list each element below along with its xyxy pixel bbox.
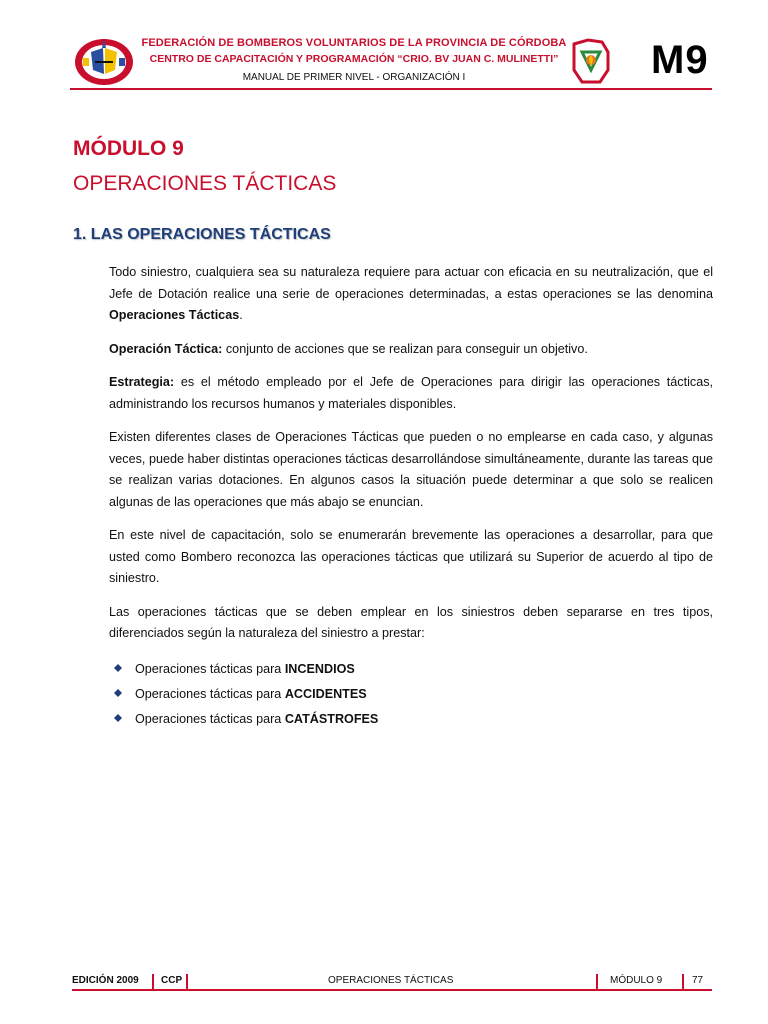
footer-separator bbox=[152, 974, 154, 989]
training-center-name: CENTRO DE CAPACITACIÓN Y PROGRAMACIÓN “CRIO. BV JUAN C. MULINETTI” bbox=[149, 53, 559, 65]
operation-types-list bbox=[109, 657, 713, 732]
province-map-logo-icon bbox=[568, 36, 614, 86]
module-subtitle: OPERACIONES TÁCTICAS bbox=[73, 172, 337, 195]
paragraph-intro: Todo siniestro, cualquiera sea su naturaleza requiere para actuar con eficacia en su neutralización, que el Jefe de Dotación realice una serie de operaciones determinadas, a estas operaciones se las denomina Operaciones Tácticas. bbox=[109, 265, 713, 322]
section-heading: 1. LAS OPERACIONES TÁCTICAS bbox=[73, 226, 331, 243]
federation-name: FEDERACIÓN DE BOMBEROS VOLUNTARIOS DE LA PROVINCIA DE CÓRDOBA bbox=[141, 37, 567, 49]
list-item: Operaciones tácticas para CATÁSTROFES bbox=[109, 707, 713, 732]
list-item: Operaciones tácticas para INCENDIOS bbox=[109, 657, 713, 682]
diamond-bullet-icon bbox=[114, 714, 122, 722]
page-header bbox=[0, 0, 768, 92]
list-item: Operaciones tácticas para ACCIDENTES bbox=[109, 682, 713, 707]
footer-separator bbox=[596, 974, 598, 989]
paragraph-training-level: En este nivel de capacitación, solo se enumerarán brevemente las operaciones a desarrollar, para que usted como Bombero reconozca las operaciones tácticas que utilizará su Superior de acuerdo al tipo de siniestro. bbox=[109, 528, 713, 585]
footer-ccp: CCP bbox=[161, 975, 183, 986]
federation-logo-icon bbox=[73, 34, 135, 88]
paragraph-definition-strategy: Estrategia: es el método empleado por el Jefe de Operaciones para dirigir las operaciones tácticas, administrando los recursos humanos y materiales disponibles. bbox=[109, 375, 713, 411]
diamond-bullet-icon bbox=[114, 689, 122, 697]
footer-divider bbox=[72, 989, 712, 991]
diamond-bullet-icon bbox=[114, 664, 122, 672]
footer-separator bbox=[186, 974, 188, 989]
module-badge: M9 bbox=[651, 38, 709, 82]
term-operacion-tactica: Operación Táctica: bbox=[109, 341, 223, 356]
body-content bbox=[109, 262, 713, 732]
header-divider bbox=[70, 88, 712, 90]
term-estrategia: Estrategia: bbox=[109, 375, 175, 389]
footer-module: MÓDULO 9 bbox=[610, 975, 663, 986]
footer-edition: EDICIÓN 2009 bbox=[72, 975, 139, 986]
footer-separator bbox=[682, 974, 684, 989]
page-number: 77 bbox=[692, 975, 704, 986]
module-number-title: MÓDULO 9 bbox=[73, 137, 184, 160]
paragraph-definition-operation: Operación Táctica: conjunto de acciones que se realizan para conseguir un objetivo. bbox=[109, 341, 588, 356]
paragraph-types: Las operaciones tácticas que se deben emplear en los siniestros deben separarse en tres tipos, diferenciados según la naturaleza del siniestro a prestar: bbox=[109, 604, 713, 640]
manual-title: MANUAL DE PRIMER NIVEL - ORGANIZACIÓN I bbox=[242, 72, 466, 83]
footer-section-title: OPERACIONES TÁCTICAS bbox=[328, 975, 454, 986]
paragraph-classes: Existen diferentes clases de Operaciones Tácticas que pueden o no emplearse en cada caso, y algunas veces, puede haber distintas operaciones tácticas desarrollándose simultáneamente, durante las tareas que se realizan varias dotaciones. En algunos casos la situación puede determinar a que solo se realicen algunas de las operaciones que más abajo se enuncian. bbox=[109, 430, 713, 509]
term-operaciones-tacticas: Operaciones Tácticas bbox=[109, 308, 240, 322]
